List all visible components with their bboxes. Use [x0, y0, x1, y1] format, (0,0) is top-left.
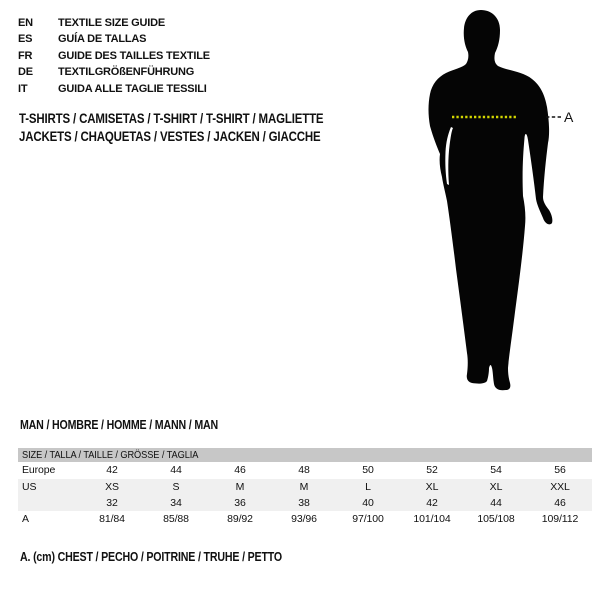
size-cell: M — [299, 481, 309, 493]
language-code: EN — [18, 17, 33, 29]
man-silhouette-figure — [395, 0, 600, 410]
size-cell: 42 — [426, 497, 438, 509]
size-cell: 38 — [298, 497, 310, 509]
language-code: FR — [18, 49, 33, 62]
size-cell: 36 — [234, 497, 246, 509]
table-row-us — [18, 479, 592, 495]
language-code: IT — [18, 82, 28, 95]
language-row — [18, 64, 210, 80]
language-row — [18, 31, 210, 47]
size-cell: 101/104 — [413, 513, 451, 525]
size-cell: 32 — [106, 497, 118, 509]
row-label: US — [22, 481, 37, 493]
size-table — [18, 448, 592, 528]
size-cell: M — [235, 481, 245, 493]
size-cell: 93/96 — [291, 513, 317, 525]
size-cell: 54 — [490, 464, 502, 476]
row-label: Europe — [22, 464, 56, 476]
language-title: GUIDA ALLE TAGLIE TESSILI — [58, 82, 207, 95]
language-title: TEXTILE SIZE GUIDE — [58, 17, 166, 29]
size-table-header-label: SIZE / TALLA / TAILLE / GRÖSSE / TAGLIA — [22, 449, 199, 461]
table-row-europe — [18, 462, 592, 479]
size-cell: 56 — [554, 464, 566, 476]
size-cell: 44 — [170, 464, 182, 476]
size-cell: 46 — [234, 464, 246, 476]
category-jackets: JACKETS / CHAQUETAS / VESTES / JACKEN / GIACCHE — [19, 128, 321, 144]
section-title-man: MAN / HOMBRE / HOMME / MANN / MAN — [20, 418, 219, 432]
size-cell: 44 — [490, 497, 502, 509]
size-cell: 46 — [554, 497, 566, 509]
size-cell: L — [365, 481, 371, 493]
size-table-header — [18, 448, 592, 462]
measurement-footnote: A. (cm) CHEST / PECHO / POITRINE / TRUHE / PETTO — [20, 550, 283, 564]
size-cell: 97/100 — [352, 513, 384, 525]
size-cell: 81/84 — [99, 513, 125, 525]
language-code: DE — [18, 66, 33, 79]
language-title: TEXTILGRÖßENFÜHRUNG — [58, 66, 195, 79]
size-cell: XXL — [550, 481, 570, 493]
table-row-us-numeric — [18, 495, 592, 511]
size-cell: 40 — [362, 497, 374, 509]
size-cell: 34 — [170, 497, 182, 509]
size-cell: 109/112 — [541, 513, 579, 525]
size-cell: XL — [425, 481, 439, 493]
language-row — [18, 48, 210, 64]
size-cell: 105/108 — [477, 513, 515, 525]
size-cell: 48 — [298, 464, 310, 476]
size-cell: S — [172, 481, 180, 493]
category-tshirts: T-SHIRTS / CAMISETAS / T-SHIRT / T-SHIRT / MAGLIETTE — [19, 110, 324, 126]
man-silhouette-icon — [429, 10, 553, 390]
language-row — [18, 81, 210, 97]
row-label — [18, 495, 80, 511]
size-cell: XL — [489, 481, 503, 493]
size-cell: XS — [105, 481, 119, 493]
size-cell: 42 — [106, 464, 118, 476]
size-cell: 85/88 — [163, 513, 189, 525]
size-cell: 50 — [362, 464, 374, 476]
measure-label-a: A — [564, 109, 574, 125]
language-list — [18, 15, 210, 97]
language-code: ES — [18, 33, 33, 46]
size-cell: 89/92 — [227, 513, 253, 525]
language-title: GUÍA DE TALLAS — [58, 33, 147, 46]
language-title: GUIDE DES TAILLES TEXTILE — [58, 49, 210, 62]
row-label: A — [22, 513, 29, 525]
language-row — [18, 15, 210, 31]
table-row-chest — [18, 511, 592, 528]
size-cell: 52 — [426, 464, 438, 476]
category-list — [19, 109, 323, 145]
